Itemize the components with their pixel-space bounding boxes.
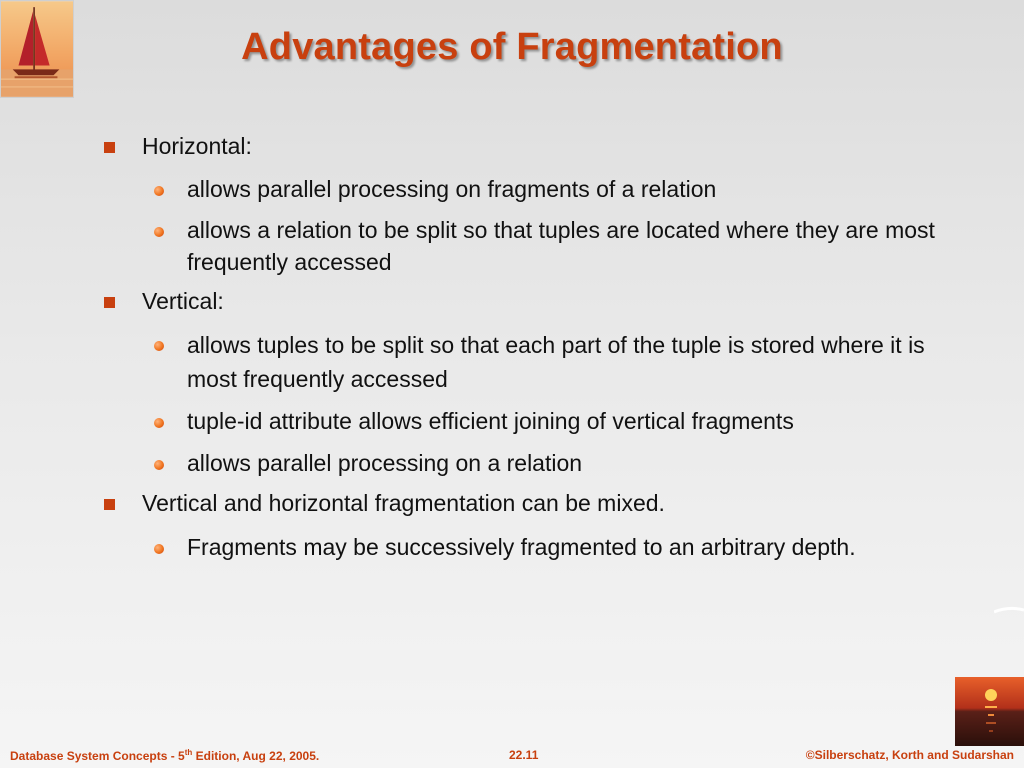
sub-bullet-text: tuple-id attribute allows efficient joining of vertical fragments <box>187 408 794 434</box>
circle-bullet-icon <box>154 341 164 351</box>
square-bullet-icon <box>104 142 115 153</box>
circle-bullet-icon <box>154 227 164 237</box>
sub-bullet-text: allows parallel processing on a relation <box>187 450 583 476</box>
square-bullet-icon <box>104 297 115 308</box>
circle-bullet-icon <box>154 460 164 470</box>
sunset-image <box>955 677 1024 746</box>
sub-bullet-text: Fragments may be successively fragmented to an arbitrary depth. <box>187 534 856 560</box>
footer-copyright: ©Silberschatz, Korth and Sudarshan <box>805 748 1014 762</box>
footer-left: Database System Concepts - 5th Edition, Aug 22, 2005. <box>10 748 320 763</box>
swoosh-decoration <box>994 604 1024 618</box>
circle-bullet-icon <box>154 544 164 554</box>
sub-bullet-text: allows a relation to be split so that tuples are located where they are most frequently accessed <box>187 217 935 275</box>
square-bullet-icon <box>104 499 115 510</box>
bullet-text: Horizontal: <box>142 133 252 159</box>
bullet-text: Vertical: <box>142 288 224 314</box>
sub-bullet-text: allows parallel processing on fragments of a relation <box>187 176 717 202</box>
bullet-text: Vertical and horizontal fragmentation can be mixed. <box>142 490 665 516</box>
circle-bullet-icon <box>154 418 164 428</box>
sub-bullet-text: allows tuples to be split so that each part of the tuple is stored where it is most frequently accessed <box>187 332 925 392</box>
footer-page-number: 22.11 <box>509 748 539 762</box>
slide-title: Advantages of Fragmentation <box>241 26 783 68</box>
circle-bullet-icon <box>154 186 164 196</box>
